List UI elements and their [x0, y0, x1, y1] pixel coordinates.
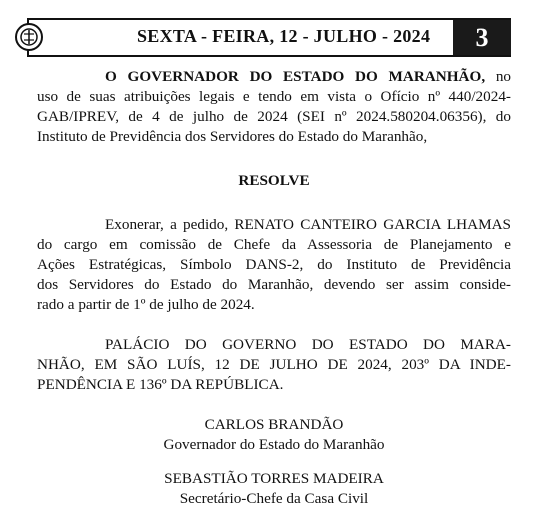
decision-line: do cargo em comissão de Chefe da Assessoria de Planejamento e [37, 236, 511, 253]
document-body [37, 67, 511, 509]
decision-line: dos Servidores do Estado do Maranhão, devendo ser assim conside- [37, 276, 511, 293]
governor-authority: O GOVERNADOR DO ESTADO DO MARANHÃO, [105, 68, 486, 85]
signature-name: CARLOS BRANDÃO [204, 416, 344, 433]
decision-line: Ações Estratégicas, Símbolo DANS-2, do Instituto de Previdência [37, 256, 511, 273]
signature-title: Secretário-Chefe da Casa Civil [179, 490, 369, 507]
decision-line: rado a partir de 1º de julho de 2024. [37, 296, 255, 313]
intro-line: Instituto de Previdência dos Servidores do Estado do Maranhão, [37, 128, 428, 145]
resolve-heading: RESOLVE [238, 172, 310, 189]
signature-block [37, 415, 511, 455]
page-number: 3 [453, 20, 511, 55]
header-date: SEXTA - FEIRA, 12 - JULHO - 2024 [137, 26, 431, 46]
signature-name: SEBASTIÃO TORRES MADEIRA [164, 470, 384, 487]
intro-paragraph [37, 67, 511, 147]
signature-block [37, 469, 511, 509]
intro-line: uso de suas atribuições legais e tendo em vista o Ofício nº 440/2024- [37, 88, 511, 105]
page-header [27, 18, 511, 57]
decision-line: Exonerar, a pedido, RENATO CANTEIRO GARCIA LHAMAS [105, 216, 511, 233]
decision-paragraph [37, 215, 511, 315]
palace-line: NHÃO, EM SÃO LUÍS, 12 DE JULHO DE 2024, 203º DA INDE- [37, 356, 511, 373]
signature-title: Governador do Estado do Maranhão [163, 436, 385, 453]
palace-line: PALÁCIO DO GOVERNO DO ESTADO DO MARA- [105, 336, 511, 353]
intro-line: GAB/IPREV, de 4 de julho de 2024 (SEI nº 2024.580204.06356), do [37, 108, 511, 125]
state-seal-icon [15, 23, 43, 51]
palace-paragraph [37, 335, 511, 395]
intro-line: O GOVERNADOR DO ESTADO DO MARANHÃO, no [105, 68, 511, 85]
palace-line: PENDÊNCIA E 136º DA REPÚBLICA. [37, 376, 284, 393]
